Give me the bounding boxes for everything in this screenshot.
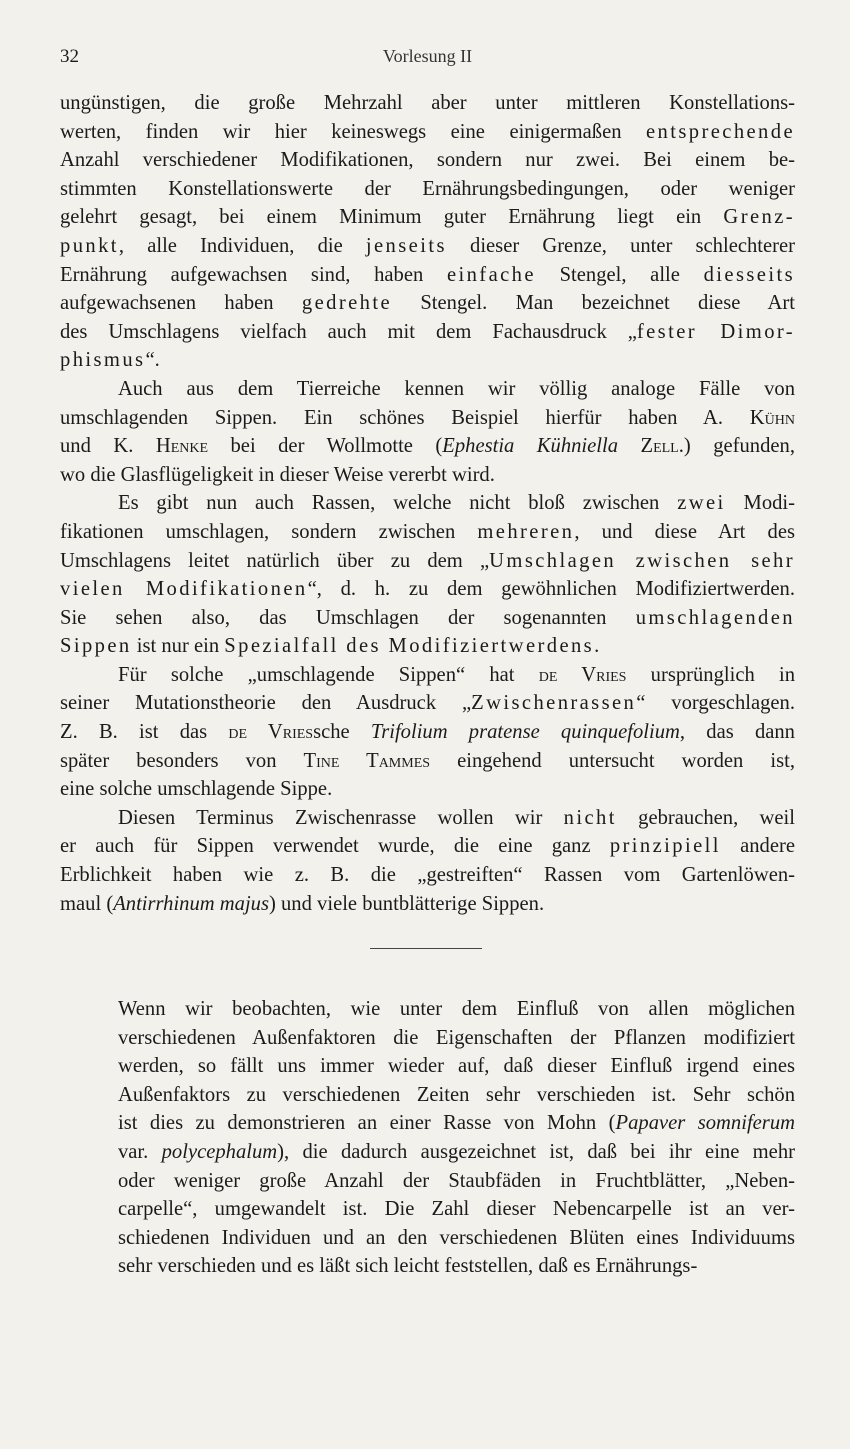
text-run: andere [720,835,795,858]
text-run: eine solche umschlagende Sippe. [60,778,333,801]
text-run: werten, finden wir hier keineswegs eine einigermaßen [60,120,647,143]
text-run: Stengel, alle [535,263,704,286]
text-line [60,203,795,232]
author-name: Henke [155,435,209,458]
text-run: carpelle“, umgewandelt ist. Die Zahl dieser Nebencarpelle ist an ver- [118,1198,795,1221]
text-line [60,661,795,690]
text-run: aufgewachsenen haben [60,292,302,315]
spaced-emphasis: punkt [60,234,119,257]
text-run: Es gibt nun auch Rassen, welche nicht bloß zwischen [118,492,678,515]
text-run: seiner Mutationstheorie den Ausdruck „ [60,692,472,715]
text-run: , alle Individuen, die [118,234,366,257]
text-run: später besonders von [60,749,304,772]
species-name: polycephalum [161,1140,278,1163]
text-run: var. [118,1140,162,1163]
text-run: eingehend untersucht worden ist, [430,749,795,772]
text-run: stimmten Konstellationswerte der Ernährungsbedingungen, oder weniger [60,177,795,200]
text-line [60,146,795,175]
text-run: und K. [60,435,156,458]
page-number: 32 [60,46,79,67]
text-run: Modi- [725,492,795,515]
text-run: des Umschlagens vielfach auch mit dem Fachausdruck „ [60,320,637,343]
text-line [60,1052,795,1081]
text-run: sehr verschieden und es läßt sich leicht feststellen, daß es Ernährungs- [118,1255,698,1278]
text-run: Wenn wir beobachten, wie unter dem Einfluß von allen möglichen [118,998,795,1020]
text-line [60,1024,795,1053]
text-run: er auch für Sippen verwendet wurde, die eine ganz [60,835,610,858]
text-run: oder weniger große Anzahl der Staubfäden in Fruchtblätter, „Neben- [118,1169,795,1192]
text-run: ist nur ein [131,635,225,658]
text-run: “, d. h. zu dem gewöhnlichen Modifiziertwerden. [307,578,796,601]
text-run: ungünstigen, die große Mehrzahl aber unter mittleren Konstellations- [60,92,795,114]
text-run: ) gefunden, [683,435,795,458]
text-line [60,1195,795,1224]
text-line [60,232,795,261]
text-run: schiedenen Individuen und an den verschiedenen Blüten eines Individuums [118,1226,795,1249]
author-name: de Vries [538,663,627,686]
text-run: werden, so fällt uns immer wieder auf, daß dieser Einfluß irgend eines [118,1055,795,1078]
text-line [60,604,795,633]
spaced-emphasis: entsprechende [646,120,795,143]
spaced-emphasis: vielen Modifikationen [60,578,308,601]
spaced-emphasis: einfache [446,263,536,286]
text-run: Für solche „umschlagende Sippen“ hat [118,663,539,686]
text-run: Erblichkeit haben wie z. B. die „gestreiften“ Rassen vom Gartenlöwen- [60,864,795,887]
spaced-emphasis: Sippen [60,635,132,658]
spaced-emphasis: Grenz- [723,206,795,229]
spaced-emphasis: Zwischenrassen [471,692,637,715]
spaced-emphasis: Spezialfall des Modifiziertwerdens [224,635,595,658]
text-run: verschiedenen Außenfaktoren die Eigenschaften der Pflanzen modifiziert [118,1026,795,1049]
species-name: Antirrhinum majus [113,892,269,915]
text-run: wo die Glasflügeligkeit in dieser Weise vererbt wird. [60,463,495,486]
text-run: . [594,635,600,658]
spaced-emphasis: phismus [60,349,146,372]
text-line [60,1252,795,1281]
text-run: Umschlagens leitet natürlich über zu dem „ [60,549,490,572]
species-name: Papaver somniferum [615,1112,795,1135]
text-run: “ vorgeschlagen. [636,692,795,715]
species-name: Ephestia Kühniella [442,435,619,458]
text-line [60,575,795,604]
text-run: ) und viele buntblätterige Sippen. [269,892,545,915]
spaced-emphasis: prinzipiell [609,835,721,858]
author-name: Tine Tammes [303,749,431,772]
paragraph [60,489,795,661]
spaced-emphasis: diesseits [703,263,795,286]
text-run: Ernährung aufgewachsen sind, haben [60,263,447,286]
section-divider [370,948,482,949]
text-run: sche [313,721,371,744]
text-line [60,1138,795,1167]
text-line [60,632,795,661]
spaced-emphasis: gedrehte [301,292,392,315]
text-run: , und diese Art des [574,520,795,543]
text-run: umschlagenden Sippen. Ein schönes Beispiel hierfür haben A. [60,406,750,429]
text-run: bei der Wollmotte ( [208,435,443,458]
text-run: gebrauchen, weil [616,806,795,829]
page-header [60,46,795,74]
species-name: Trifolium pratense quinquefolium [370,721,680,744]
text-line [60,747,795,776]
text-run: fikationen umschlagen, sondern zwischen [60,520,478,543]
text-line [60,861,795,890]
text-line [60,518,795,547]
text-run: Außenfaktors zu verschiedenen Zeiten sehr verschieden ist. Sehr schön [118,1083,795,1106]
text-line [60,995,795,1024]
author-name: Zell. [640,435,684,458]
text-line [60,890,795,919]
text-line [60,118,795,147]
paragraph [60,995,795,1281]
text-run: , das dann [679,721,795,744]
text-line [60,718,795,747]
text-line [60,804,795,833]
section-1-text [60,89,795,918]
text-line [60,289,795,318]
text-line [60,175,795,204]
text-run: Z. B. ist das [60,721,229,744]
spaced-emphasis: fester Dimor- [636,320,795,343]
author-name: Kühn [749,406,795,429]
spaced-emphasis: Umschlagen zwischen sehr [489,549,795,572]
text-run: Anzahl verschiedener Modifikationen, sondern nur zwei. Bei einem be- [60,149,795,172]
text-line [60,547,795,576]
text-line [60,261,795,290]
text-line [60,1224,795,1253]
text-line [60,318,795,347]
text-line [60,461,795,490]
paragraph [60,661,795,804]
text-run: ursprünglich in [626,663,795,686]
text-run: Auch aus dem Tierreiche kennen wir völlig analoge Fälle von [118,377,795,400]
text-run: maul ( [60,892,114,915]
text-line [60,404,795,433]
text-line [60,832,795,861]
text-line [60,689,795,718]
text-run: dieser Grenze, unter schlechterer [446,234,795,257]
section-2-text [60,995,795,1281]
text-run [618,435,640,457]
text-line [60,1109,795,1138]
paragraph [60,89,795,375]
text-run: Stengel. Man bezeichnet diese Art [392,292,795,315]
text-line [60,375,795,404]
text-line [60,432,795,461]
text-line [60,1167,795,1196]
text-line [60,1081,795,1110]
text-line [60,346,795,375]
text-line [60,775,795,804]
text-line [60,489,795,518]
spaced-emphasis: jenseits [365,234,447,257]
spaced-emphasis: mehreren [477,520,575,543]
author-name: de Vries [228,721,314,744]
spaced-emphasis: nicht [563,806,617,829]
running-head: Vorlesung II [382,46,473,66]
paragraph [60,375,795,489]
paragraph [60,804,795,918]
spaced-emphasis: zwei [677,492,726,515]
text-run: “. [145,349,160,372]
spaced-emphasis: umschlagenden [635,606,795,629]
text-run: gelehrt gesagt, bei einem Minimum guter Ernährung liegt ein [60,206,724,229]
text-line [60,89,795,118]
text-run: Sie sehen also, das Umschlagen der sogenannten [60,606,636,629]
text-run: ist dies zu demonstrieren an einer Rasse von Mohn ( [118,1112,616,1135]
text-run: Diesen Terminus Zwischenrasse wollen wir [118,806,564,829]
text-run: ), die dadurch ausgezeichnet ist, daß bei ihr eine mehr [277,1140,795,1163]
